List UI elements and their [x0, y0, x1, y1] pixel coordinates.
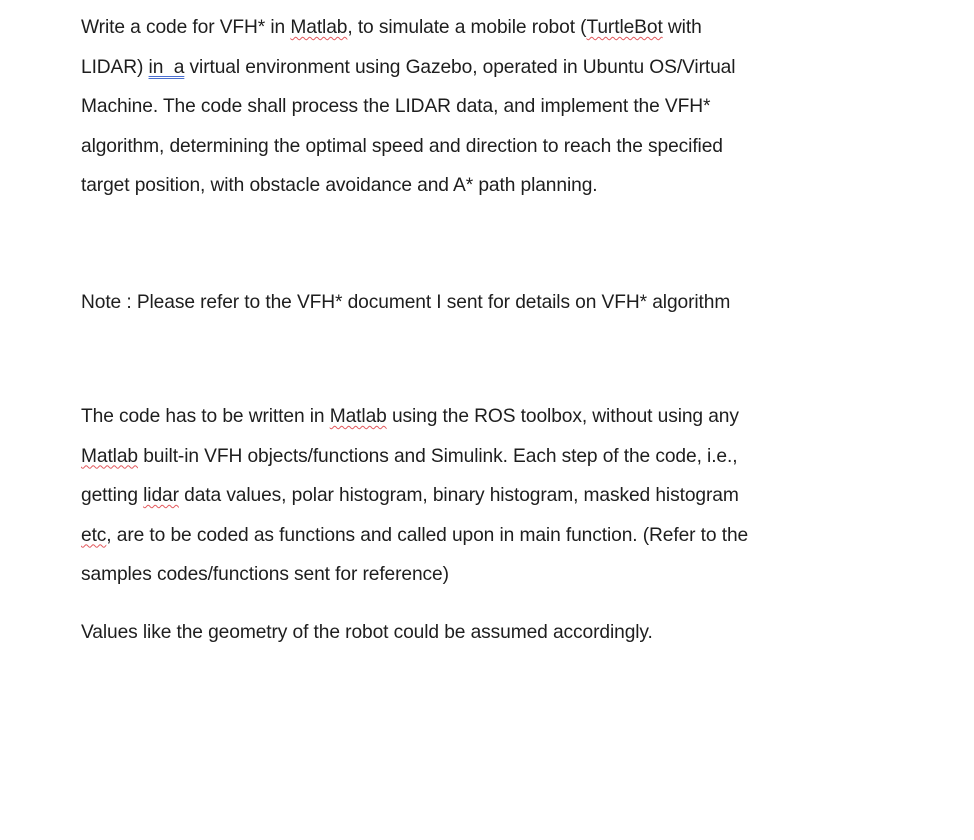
paragraph-requirements — [81, 397, 941, 595]
misspelled-word[interactable]: Matlab — [81, 445, 138, 467]
text-run: Write a code for VFH* in — [81, 17, 291, 38]
misspelled-word[interactable]: Matlab — [290, 17, 348, 38]
misspelled-word[interactable]: Matlab — [329, 406, 387, 427]
text-line — [81, 516, 941, 556]
grammar-flagged-text[interactable]: in a — [148, 56, 185, 78]
text-line: target position, with obstacle avoidance and A* path planning. — [81, 175, 598, 196]
text-line — [81, 437, 941, 477]
text-line: Machine. The code shall process the LIDAR data, and implement the VFH* — [81, 96, 711, 117]
text-run: built-in VFH objects/functions and Simulink. Each step of the code, i.e., — [138, 445, 738, 467]
text-run: using the ROS toolbox, without using any — [386, 406, 739, 427]
text-run: The code has to be written in — [81, 406, 330, 427]
text-run: , are to be coded as functions and called upon in main function. (Refer to the — [106, 524, 749, 546]
misspelled-word[interactable]: etc — [81, 524, 107, 546]
text-line — [81, 476, 941, 516]
misspelled-word[interactable]: lidar — [143, 485, 179, 506]
text-line: algorithm, determining the optimal speed and direction to reach the specified — [81, 135, 723, 157]
text-run: getting — [81, 485, 144, 506]
text-run: data values, polar histogram, binary histogram, masked histogram — [178, 485, 739, 506]
text-run: with — [662, 17, 702, 38]
paragraph-assumptions — [81, 613, 941, 653]
text-line: Values like the geometry of the robot could be assumed accordingly. — [81, 622, 653, 643]
text-line: samples codes/functions sent for reference) — [81, 564, 449, 585]
text-run: LIDAR) — [81, 56, 149, 78]
text-line — [81, 397, 941, 437]
text-line: Note : Please refer to the VFH* document I sent for details on VFH* algorithm — [81, 292, 731, 313]
misspelled-word[interactable]: TurtleBot — [586, 17, 663, 38]
text-line — [81, 48, 941, 88]
paragraph-task — [81, 8, 941, 206]
text-run: virtual environment using Gazebo, operated in Ubuntu OS/Virtual — [184, 56, 736, 78]
text-line — [81, 8, 941, 48]
text-run: , to simulate a mobile robot ( — [347, 17, 587, 38]
paragraph-note — [81, 283, 941, 323]
